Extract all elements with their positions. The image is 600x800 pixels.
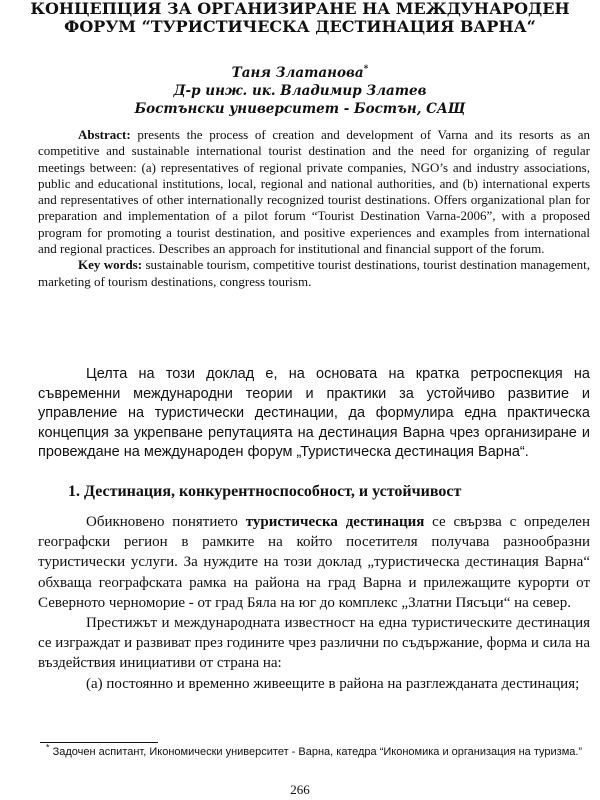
p1-bold-term: туристическа дестинация <box>245 514 425 530</box>
author-2: Д-р инж. ик. Владимир Златев <box>173 83 427 99</box>
author-1-footnote-mark: * <box>363 64 369 75</box>
abstract-text: presents the process of creation and development of Varna and its resorts as an competitive and sustainable international tourist destination and the need for organizing of regular meetings between: (a) representatives of regional private companies, NGO’s and industry associations, public and educational institutions, local, regional and national authorities, and (b) international experts and representatives of other internationally recognized tourist destinations. Offers organizational plan for preparation and implementation of a pilot forum “Tourist Destination Varna-2006”, with a proposed program for promoting a tourist destination, and positive experiences and examples from international and regional practices. Describes an approach for institutional and financial support of the forum. <box>38 127 590 257</box>
body-text <box>38 512 590 694</box>
author-block <box>30 64 570 118</box>
abstract-block <box>38 127 590 290</box>
body-paragraph-2: Престижът и международната известност на една туристическите дестинация се изграждат и развиват през годините чрез различни по съдържание, форма и сила на въздействия инициативи от страна на: <box>38 615 590 672</box>
author-1-name: Таня Златанова <box>231 65 364 81</box>
body-paragraph-1 <box>38 512 590 613</box>
footnote-paragraph <box>38 742 590 759</box>
keywords-label: Key words: <box>78 257 143 273</box>
paper-title <box>30 0 570 36</box>
intro-paragraph: Целта на този доклад е, на основата на кратка ретроспекция на съвременни международни теории и практики за устойчиво развитие и управление на туристически дестинации, да формулира една практическа концепция за укрепване репутацията на дестинация Варна чрез организиране и провеждане на международен форум „Туристическа дестинация Варна“. <box>38 366 590 460</box>
p1-end: се свързва с определен географски регион в рамките на който посетителя получава разнообразни туристически услуги. За нуждите на този доклад „туристическа дестинация Варна“ обхваща географската рамка на района на град Варна и прилежащите курорти от Северното черноморие - от град Бяла на юг до комплекс „Златни Пясъци“ на север. <box>38 514 590 611</box>
page-number: 266 <box>290 782 310 797</box>
affiliation: Бостънски университет - Бостън, САЩ <box>134 101 466 117</box>
footnote <box>38 742 590 759</box>
footnote-text: Задочен аспитант, Икономически университет - Варна, катедра “Икономика и организация на туризма.” <box>49 746 583 758</box>
intro-block <box>38 365 590 463</box>
abstract-label: Abstract: <box>78 127 131 142</box>
title-line-2: ФОРУМ “ТУРИСТИЧЕСКА ДЕСТИНАЦИЯ ВАРНА“ <box>64 17 536 36</box>
p1-start: Обикновено понятието <box>86 514 246 530</box>
footnote-divider <box>40 742 158 743</box>
body-paragraph-3: (а) постоянно и временно живеещите в района на разглежданата дестинация; <box>86 675 580 692</box>
footnote-mark: * <box>46 742 50 753</box>
title-line-1: КОНЦЕПЦИЯ ЗА ОРГАНИЗИРАНЕ НА МЕЖДУНАРОДЕН <box>30 0 570 18</box>
keywords-paragraph <box>38 257 590 290</box>
author-1 <box>30 64 570 82</box>
abstract-paragraph <box>38 127 590 257</box>
keywords-text: sustainable tourism, competitive tourist destinations, tourist destination management, marketing of tourism destinations, congress tourism. <box>38 257 590 289</box>
section-heading: 1. Дестинация, конкурентноспособност, и устойчивост <box>68 483 462 500</box>
